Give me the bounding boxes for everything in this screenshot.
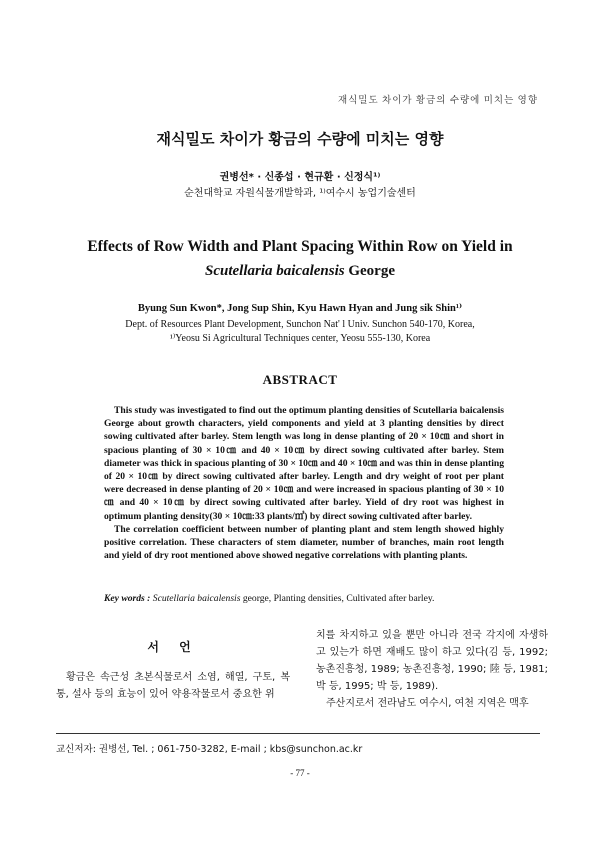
keywords-species: Scutellaria baicalensis [152,593,241,604]
affiliation-line2: ¹⁾Yeosu Si Agricultural Techniques center, Yeosu 555-130, Korea [169,333,431,344]
abstract-paragraph-2: The correlation coefficient between number of planting plant and stem length showed highly positive correlation. These characters of stem diameter, number of branches, main root length and yield of dry root mentioned above showed negative correlations with planting plants. [104,523,504,562]
abstract-paragraph-1: This study was investigated to find out the optimum planting densities of Scutellaria baicalensis George about growth characters, yield components and yield at 3 planting densities by direct sowing cultivated after barley. Stem length was long in dense planting of 20 × 10㎝ and short in spacious planting of 30 × 10㎝ and 40 × 10㎝ by direct sowing cultivated after barley. Stem diameter was thick in spacious planting of 30 × 10㎝ and 40 × 10㎝ and was thin in dense planting of 20 × 10㎝ by direct sowing cultivated after barley. Length and dry weight of root per plant were decreased in dense planting of 20 × 10㎝ and were increased in spacious planting of 30 × 10㎝ and 40 × 10㎝ by direct sowing cultivated after barley. Yield of dry root was highest in optimum planting density(30 × 10㎝:33 plants/㎡) by direct sowing cultivated after barley. [104,405,504,522]
english-title-line2 [0,259,600,284]
english-authors: Byung Sun Kwon*, Jong Sup Shin, Kyu Hawn Hyan and Jung sik Shin¹⁾ [137,303,463,314]
korean-title: 재식밀도 차이가 황금의 수량에 미치는 영향 [156,130,444,148]
right-paragraph-1: 치를 차지하고 있을 뿐만 아니라 전국 각지에 자생하고 있는가 하면 재배도 많이 하고 있다(김 등, 1992; 농촌진흥청, 1989; 농촌진흥청, 1990; 陸 등, 1981; 박 등, 1995; 박 등, 1989). [316,630,548,692]
keywords-label: Key words : [104,593,151,604]
abstract-body [104,404,504,562]
korean-authors: 권병선* · 신종섭 · 현규환 · 신정식¹⁾ [219,172,381,183]
keywords-rest: george, Planting densities, Cultivated after barley. [240,593,435,604]
english-title-line1: Effects of Row Width and Plant Spacing Within Row on Yield in [87,238,513,255]
right-paragraph-2: 주산지로서 전라남도 여수시, 여천 지역은 맥후 [326,698,529,709]
species-name: Scutellaria baicalensis [205,263,345,279]
footnote-divider [56,733,540,734]
english-title [0,234,600,284]
species-author: George [344,263,395,279]
running-header: 재식밀도 차이가 황금의 수량에 미치는 영향 [337,96,538,106]
section-heading: 서 언 [147,640,199,654]
abstract-heading: ABSTRACT [262,372,338,387]
keywords [104,593,524,604]
left-paragraph: 황금은 속근성 초본식물로서 소염, 해열, 구토, 복통, 설사 등의 효능이 있어 약용작물로서 중요한 위 [56,672,290,700]
left-column [56,628,290,703]
korean-affiliation: 순천대학교 자원식물개발학과, ¹⁾여수시 농업기술센터 [184,188,416,199]
affiliation-line1: Dept. of Resources Plant Development, Sunchon Nat' l Univ. Sunchon 540-170, Korea, [125,319,475,330]
page-number: - 77 - [290,768,310,778]
corresponding-author-footnote: 교신저자: 권병선, Tel. ; 061-750-3282, E-mail ; kbs@sunchon.ac.kr [56,744,363,755]
right-column [316,627,548,712]
english-affiliation [0,318,600,346]
